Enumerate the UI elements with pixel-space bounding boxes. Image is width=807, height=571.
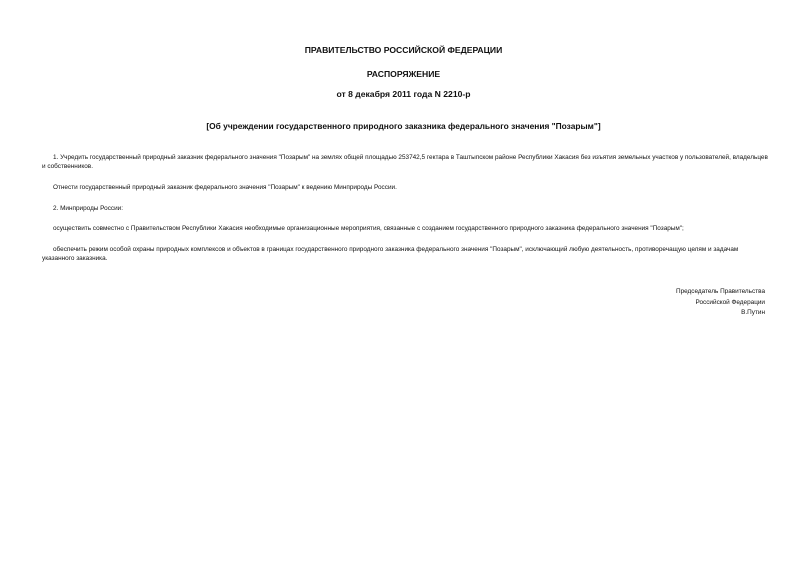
document-title: [Об учреждении государственного природного заказника федерального значения "Позарым"]	[206, 121, 601, 131]
signature-block	[676, 287, 765, 319]
paragraph-ministry-tasks: 2. Минприроды России:	[53, 205, 124, 212]
issuing-authority: ПРАВИТЕЛЬСТВО РОССИЙСКОЙ ФЕДЕРАЦИИ	[304, 45, 503, 55]
document-type: РАСПОРЯЖЕНИЕ	[366, 69, 441, 79]
signatory-position-line1: Председатель Правительства	[676, 288, 765, 295]
document-date-number: от 8 декабря 2011 года N 2210-р	[336, 89, 471, 99]
paragraph-establish-reserve: 1. Учредить государственный природный заказник федерального значения "Позарым" на землях общей площадью 253742,5 гектара в Таштыпском районе Республики Хакасия без изъятия земельных участков у пользователей, владельцев и собственников.	[42, 154, 768, 171]
paragraph-assign-ministry: Отнести государственный природный заказник федерального значения "Позарым" к ведению Минприроды России.	[53, 184, 397, 191]
signatory-name: В.Путин	[741, 309, 765, 316]
paragraph-organizational-measures: осуществить совместно с Правительством Республики Хакасия необходимые организационные мероприятия, связанные с созданием государственного природного заказника федерального значения "Позарым";	[53, 225, 684, 232]
signatory-position-line2: Российской Федерации	[695, 298, 765, 306]
paragraph-protection-regime: обеспечить режим особой охраны природных комплексов и объектов в границах государственного природного заказника федерального значения "Позарым", исключающий любую деятельность, противоречащую целям и задачам указанного заказника.	[42, 246, 739, 263]
